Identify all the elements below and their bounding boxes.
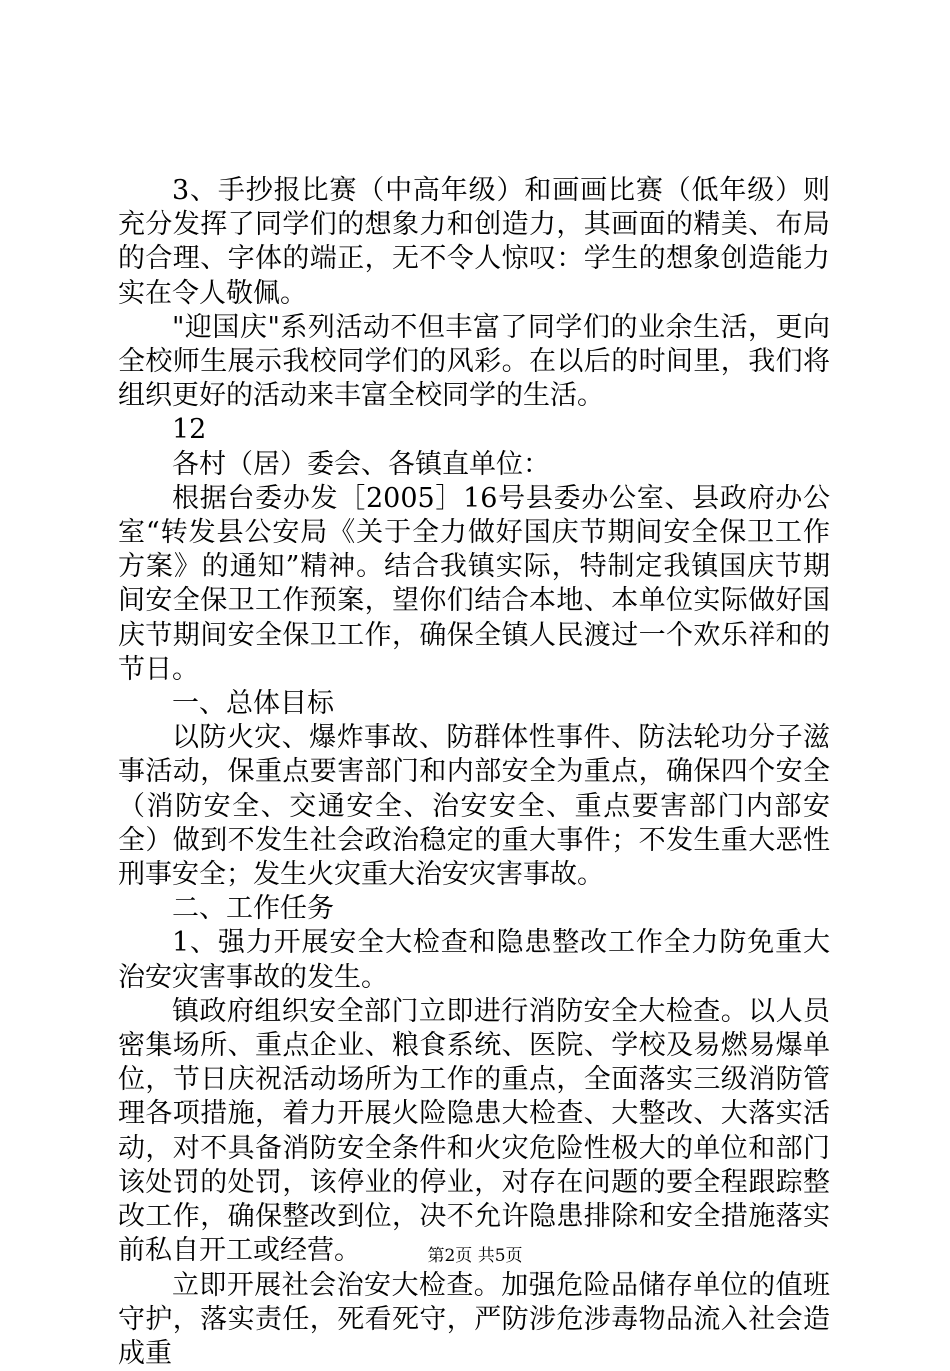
paragraph-public-security-check: 立即开展社会治安大检查。加强危险品储存单位的值班守护，落实责任，死看死守，严防涉危涉毒物品流入社会造成重 <box>118 1269 830 1371</box>
paragraph-task-one: 1、强力开展安全大检查和隐患整改工作全力防免重大治安灾害事故的发生。 <box>118 926 830 994</box>
paragraph-contest-results: 3、手抄报比赛（中高年级）和画画比赛（低年级）则充分发挥了同学们的想象力和创造力，其画面的精美、布局的合理、字体的端正，无不令人惊叹：学生的想象创造能力实在令人敬佩。 <box>118 174 830 311</box>
document-body <box>118 174 830 1371</box>
paragraph-fire-safety-check: 镇政府组织安全部门立即进行消防安全大检查。以人员密集场所、重点企业、粮食系统、医院、学校及易燃易爆单位，节日庆祝活动场所为工作的重点，全面落实三级消防管理各项措施，着力开展火险隐患大检查、大整改、大落实活动，对不具备消防安全条件和火灾危险性极大的单位和部门该处罚的处罚，该停业的停业，对存在问题的要全程跟踪整改工作，确保整改到位，决不允许隐患排除和安全措施落实前私自开工或经营。 <box>118 995 830 1269</box>
paragraph-national-day-activities: "迎国庆"系列活动不但丰富了同学们的业余生活，更向全校师生展示我校同学们的风彩。在以后的时间里，我们将组织更好的活动来丰富全校同学的生活。 <box>118 311 830 414</box>
paragraph-number: 12 <box>118 413 830 447</box>
paragraph-salutation: 各村（居）委会、各镇直单位： <box>118 448 830 482</box>
section-heading-work-tasks: 二、工作任务 <box>118 892 830 926</box>
paragraph-notice-intro: 根据台委办发［2005］16号县委办公室、县政府办公室“转发县公安局《关于全力做好国庆节期间安全保卫工作方案》的通知”精神。结合我镇实际，特制定我镇国庆节期间安全保卫工作预案，望你们结合本地、本单位实际做好国庆节期间安全保卫工作，确保全镇人民渡过一个欢乐祥和的节日。 <box>118 482 830 687</box>
section-heading-overall-goal: 一、总体目标 <box>118 687 830 721</box>
page-footer: 第2页 共5页 <box>0 1244 950 1268</box>
paragraph-overall-goal: 以防火灾、爆炸事故、防群体性事件、防法轮功分子滋事活动，保重点要害部门和内部安全为重点，确保四个安全（消防安全、交通安全、治安安全、重点要害部门内部安全）做到不发生社会政治稳定的重大事件；不发生重大恶性刑事安全；发生火灾重大治安灾害事故。 <box>118 721 830 892</box>
